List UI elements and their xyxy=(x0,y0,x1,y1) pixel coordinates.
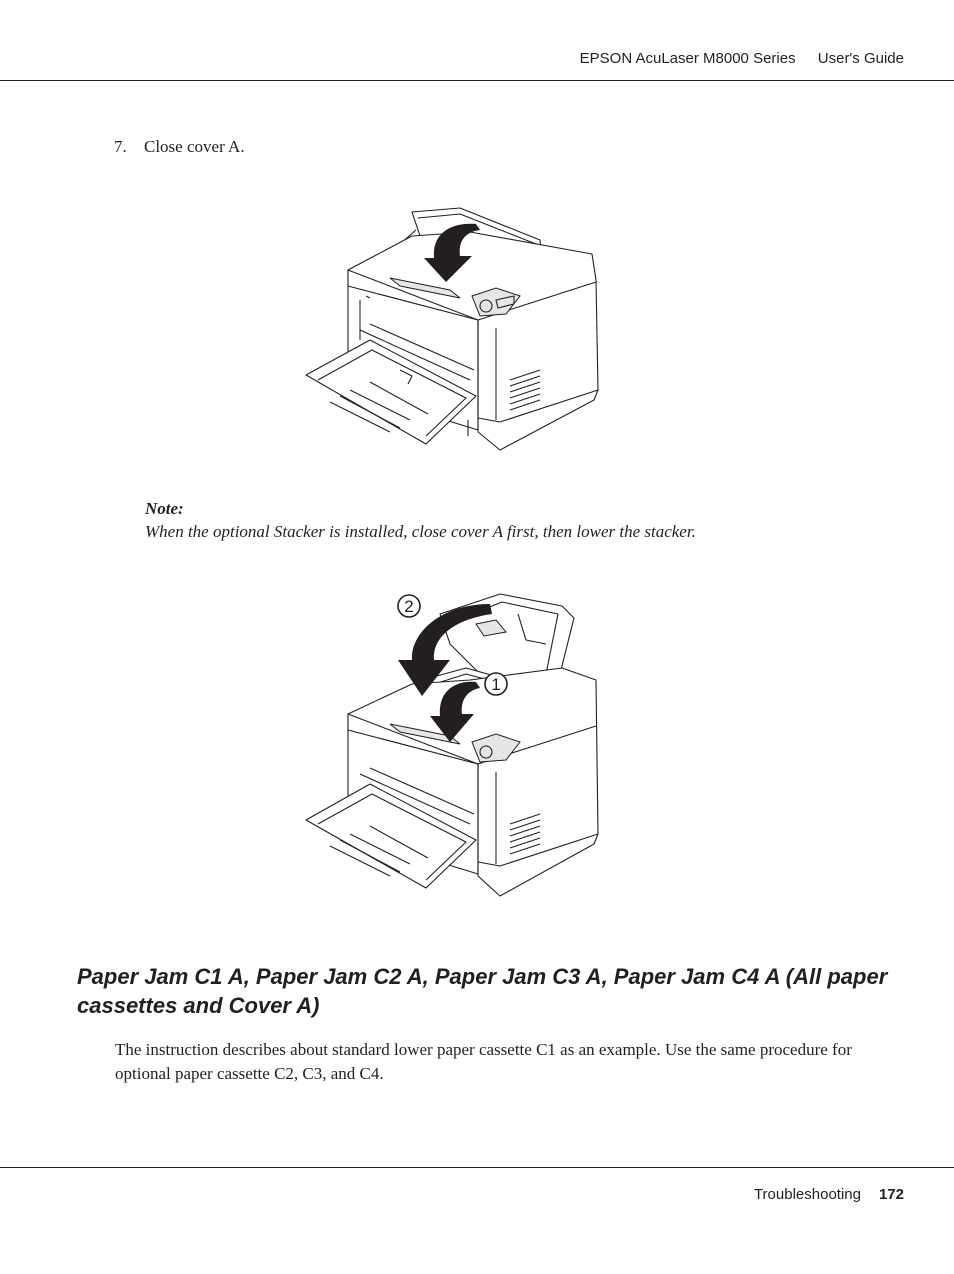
product-name: EPSON AcuLaser M8000 Series xyxy=(579,50,796,67)
section-body: The instruction describes about standard lower paper cassette C1 as an example. Use the same procedure for optional paper cassette C2, C3, and C4. xyxy=(115,1040,852,1083)
page-footer xyxy=(754,1186,904,1203)
step-7 xyxy=(114,137,245,157)
section-heading: Paper Jam C1 A, Paper Jam C2 A, Paper Jam C3 A, Paper Jam C4 A (All paper cassettes and Cover A) xyxy=(77,964,888,1018)
note-block xyxy=(145,499,696,542)
page-header xyxy=(580,50,904,67)
footer-rule xyxy=(0,1167,954,1168)
step-text: Close cover A. xyxy=(144,137,245,156)
note-title: Note: xyxy=(145,499,184,518)
printer-close-cover-illustration xyxy=(300,200,600,455)
callout-2-label: 2 xyxy=(404,597,414,616)
chapter-name: Troubleshooting xyxy=(753,1186,861,1203)
header-rule xyxy=(0,80,954,81)
guide-name: User's Guide xyxy=(817,50,904,67)
page-number: 172 xyxy=(878,1186,904,1203)
printer-stacker-illustration xyxy=(300,584,600,904)
note-text: When the optional Stacker is installed, close cover A first, then lower the stacker. xyxy=(145,522,696,541)
step-number: 7. xyxy=(114,137,127,156)
callout-1-label: 1 xyxy=(491,675,501,694)
